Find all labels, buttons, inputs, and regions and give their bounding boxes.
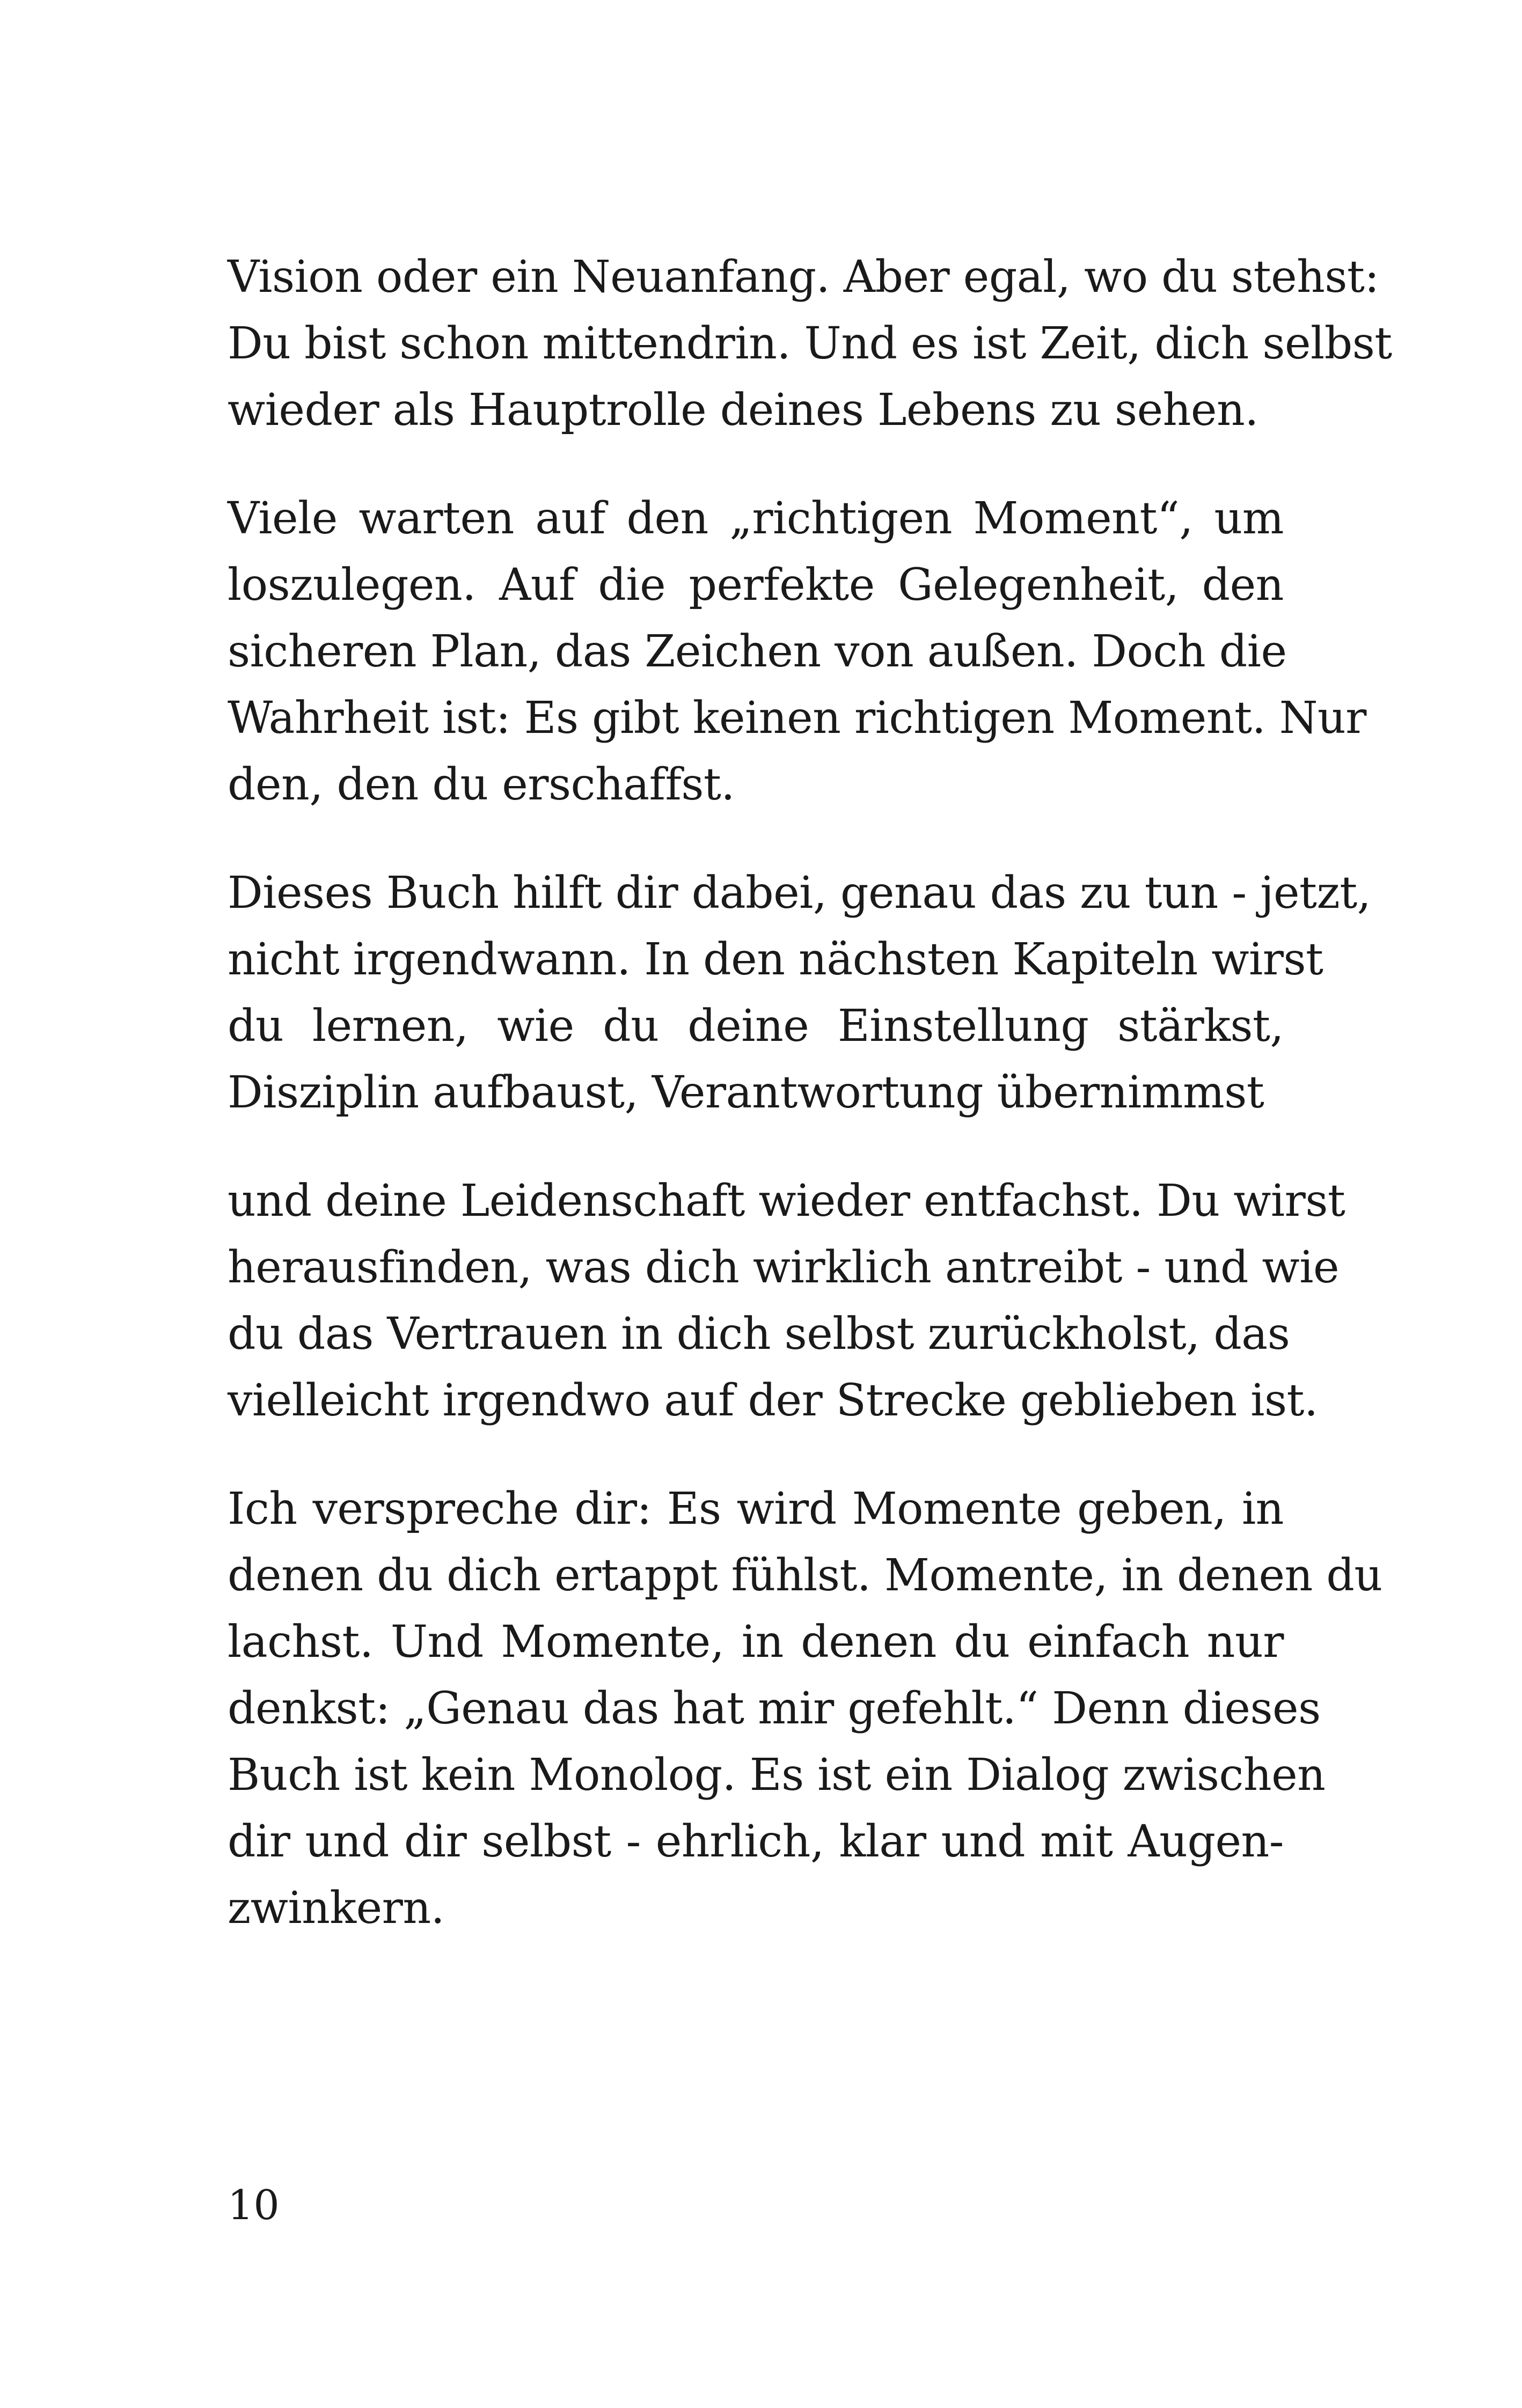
text-line: den, den du erschaffst. bbox=[228, 759, 735, 810]
text-line: Vision oder ein Neuanfang. Aber egal, wo du stehst: bbox=[228, 252, 1379, 303]
text-line: Disziplin aufbaust, Verantwortung übernimmst bbox=[228, 1067, 1264, 1118]
paragraph bbox=[228, 486, 1366, 818]
text-line: lachst. Und Momente, in denen du einfach nur bbox=[228, 1617, 1284, 1668]
text-line: wieder als Hauptrolle deines Lebens zu sehen. bbox=[228, 385, 1258, 436]
text-line: loszulegen. Auf die perfekte Gelegenheit, den bbox=[228, 560, 1284, 611]
text-line: herausfinden, was dich wirklich antreibt - und wie bbox=[228, 1242, 1339, 1293]
text-line: denkst: „Genau das hat mir gefehlt.“ Denn dieses bbox=[228, 1683, 1321, 1734]
text-line: und deine Leidenschaft wieder entfachst. Du wirst bbox=[228, 1176, 1345, 1227]
page-number: 10 bbox=[228, 2181, 280, 2229]
text-line: Buch ist kein Monolog. Es ist ein Dialog zwischen bbox=[228, 1750, 1326, 1801]
paragraph bbox=[228, 860, 1371, 1126]
text-line: denen du dich ertappt fühlst. Momente, in denen du bbox=[228, 1550, 1382, 1601]
text-line: Dieses Buch hilft dir dabei, genau das zu tun - jetzt, bbox=[228, 868, 1371, 919]
text-line: zwinkern. bbox=[228, 1883, 445, 1934]
text-line: vielleicht irgendwo auf der Strecke geblieben ist. bbox=[228, 1375, 1318, 1426]
paragraph bbox=[228, 1476, 1382, 1942]
text-line: Du bist schon mittendrin. Und es ist Zeit, dich selbst bbox=[228, 318, 1392, 369]
text-line: Ich verspreche dir: Es wird Momente geben, in bbox=[228, 1484, 1284, 1535]
text-line: nicht irgendwann. In den nächsten Kapiteln wirst bbox=[228, 934, 1323, 985]
text-line: du das Vertrauen in dich selbst zurückholst, das bbox=[228, 1309, 1290, 1360]
text-line: Viele warten auf den „richtigen Moment“, um bbox=[228, 493, 1284, 544]
body-text bbox=[228, 244, 1392, 1942]
text-line: sicheren Plan, das Zeichen von außen. Doch die bbox=[228, 626, 1287, 677]
text-line: du lernen, wie du deine Einstellung stärkst, bbox=[228, 1001, 1284, 1052]
paragraph bbox=[228, 1168, 1345, 1434]
text-line: dir und dir selbst - ehrlich, klar und mit Augen- bbox=[228, 1816, 1284, 1867]
paragraph bbox=[228, 244, 1392, 444]
text-line: Wahrheit ist: Es gibt keinen richtigen Moment. Nur bbox=[228, 693, 1366, 744]
